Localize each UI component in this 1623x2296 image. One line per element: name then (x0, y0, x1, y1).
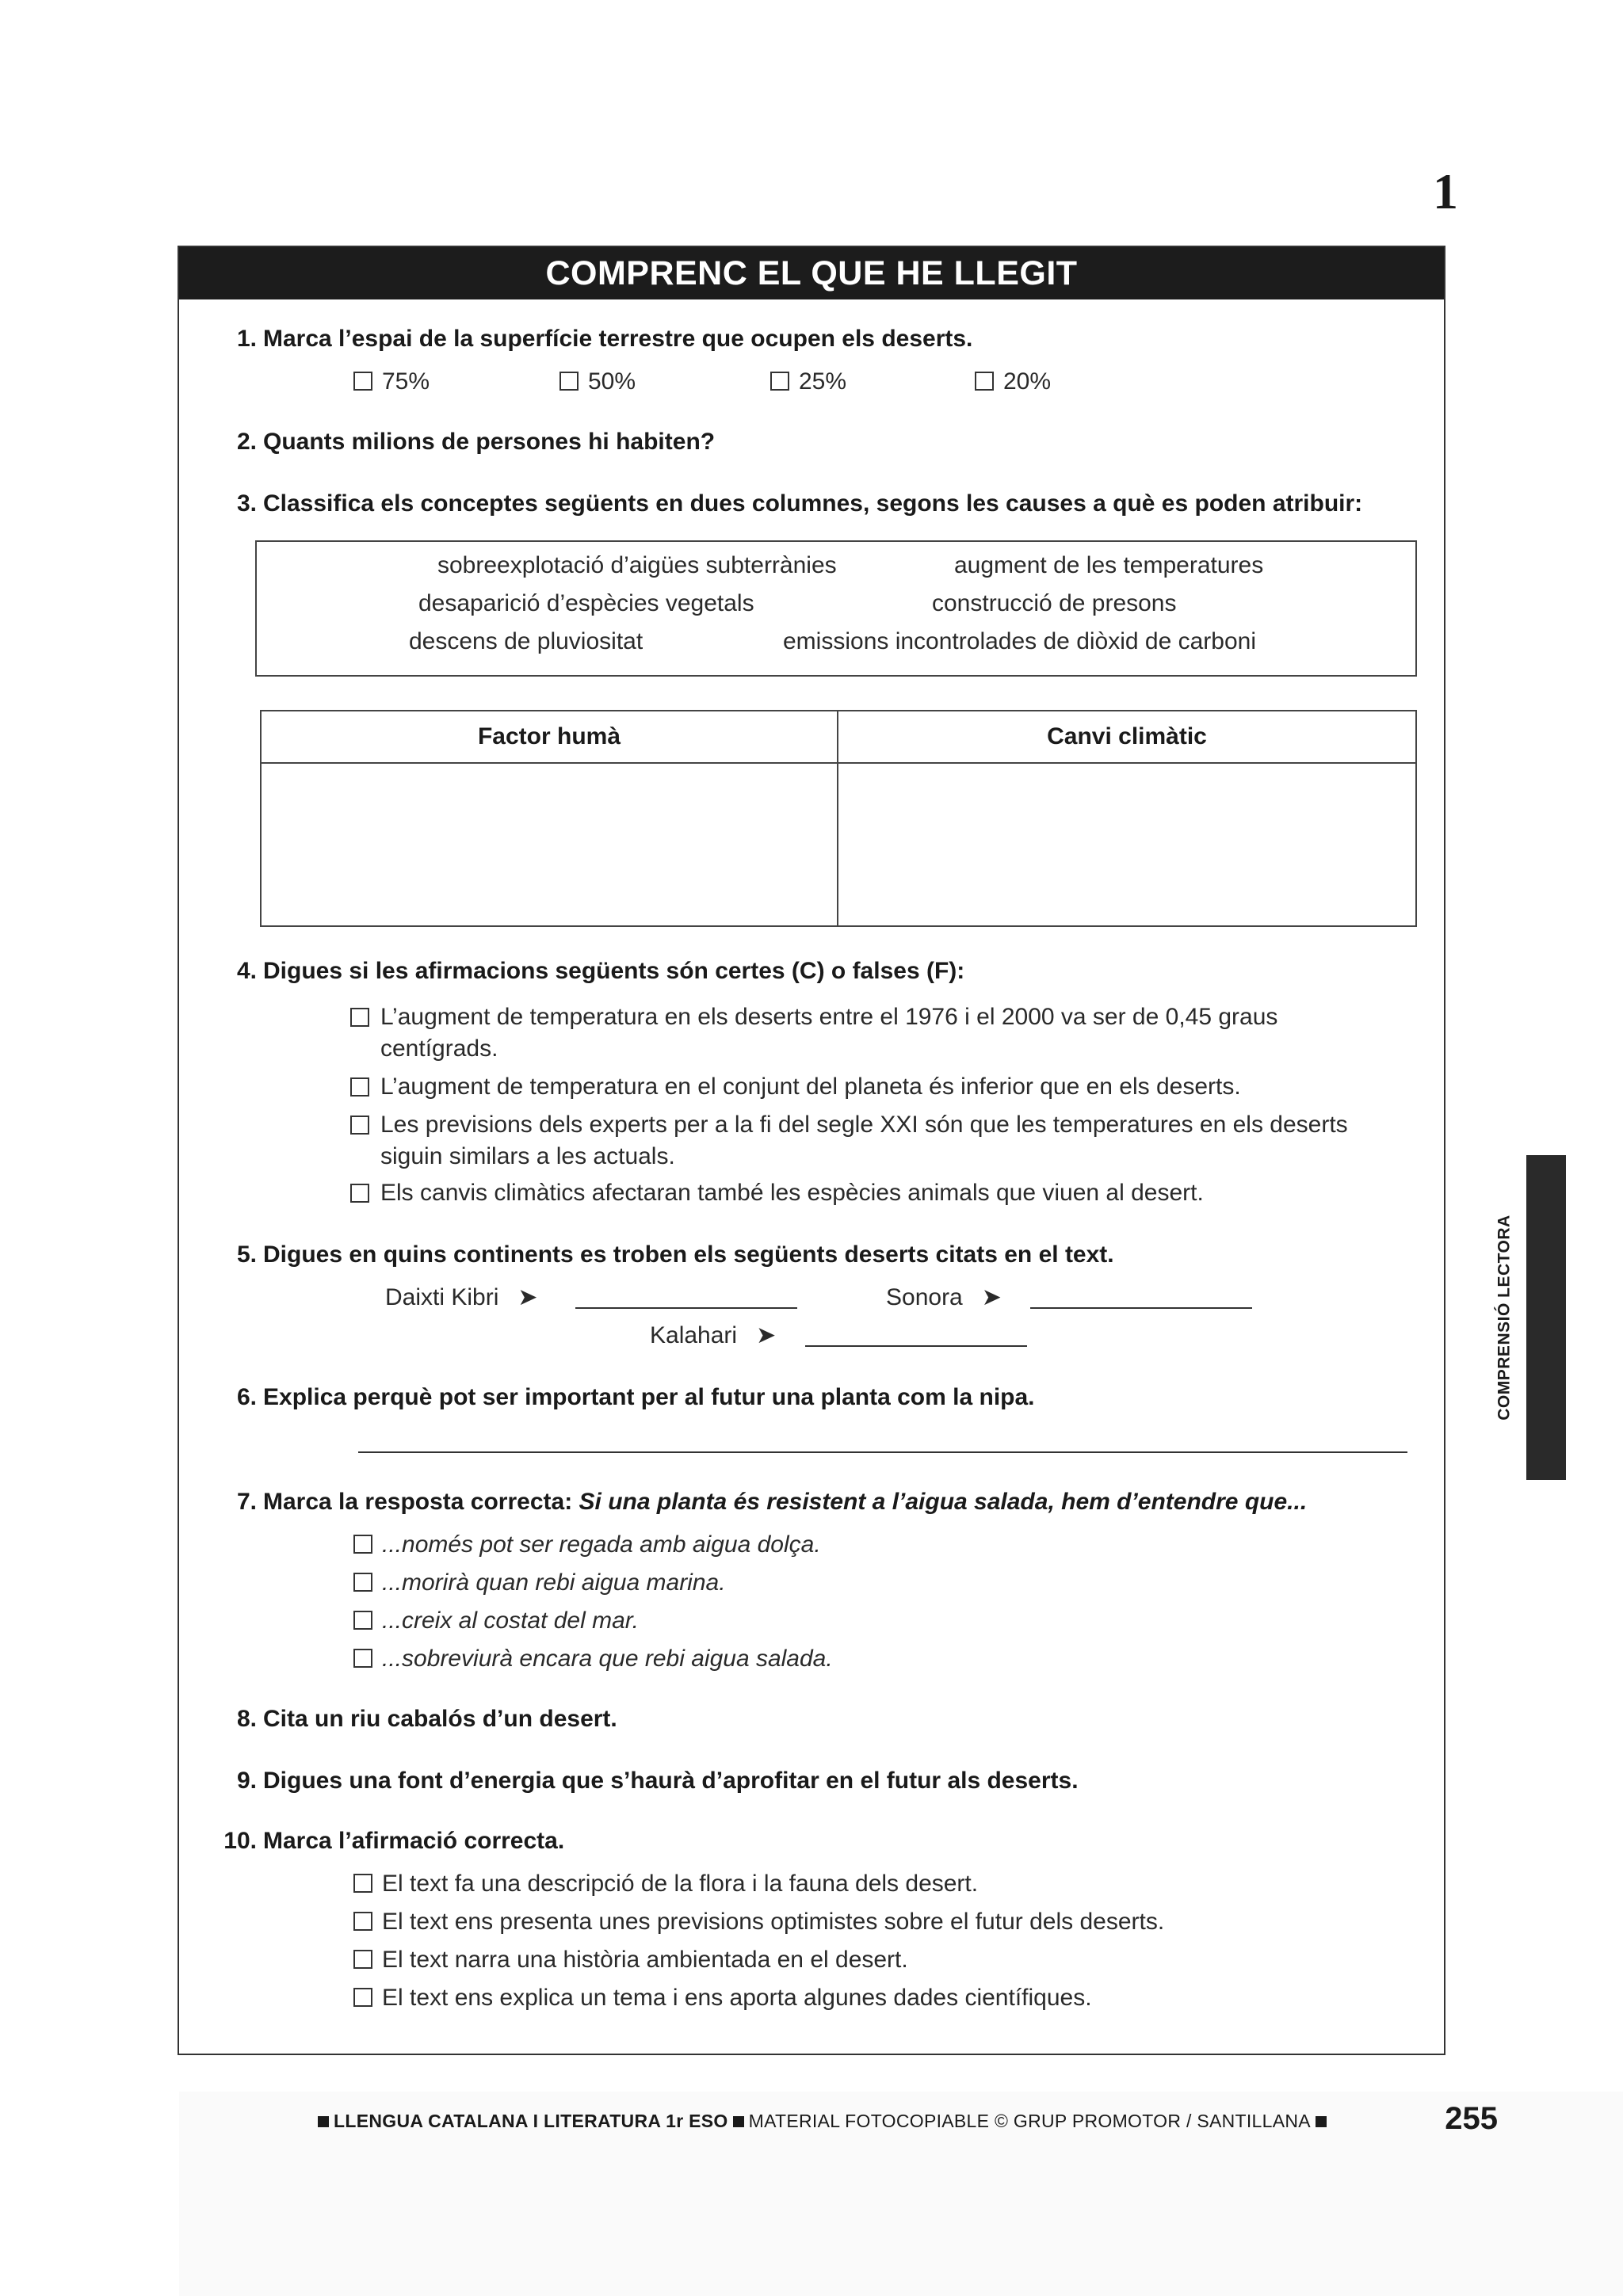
checkbox[interactable] (350, 1008, 369, 1027)
answer-line-daixti-kibri[interactable] (575, 1307, 797, 1309)
arrow-icon: ➤ (981, 1284, 1002, 1310)
checkbox[interactable] (353, 1535, 372, 1554)
q1-option-75[interactable]: 75% (353, 366, 430, 398)
checkbox[interactable] (559, 372, 579, 391)
checkbox[interactable] (770, 372, 789, 391)
question-2: 2. Quants milions de persones hi habiten? (236, 429, 716, 455)
q7-option[interactable]: ...només pot ser regada amb aigua dolça. (353, 1529, 821, 1561)
answer-line-q6[interactable] (358, 1451, 1407, 1453)
q1-option-25[interactable]: 25% (770, 366, 846, 398)
desert-sonora: Sonora ➤ (886, 1282, 1030, 1314)
question-8: 8. Cita un riu cabalós d’un desert. (236, 1706, 617, 1732)
q1-option-20[interactable]: 20% (975, 366, 1051, 398)
checkbox[interactable] (353, 1988, 372, 2007)
concept-item: augment de les temperatures (954, 552, 1264, 578)
q4-statement[interactable]: Les previsions dels experts per a la fi del segle XXI són que les temperatures en els deserts siguin similars a les actuals. (350, 1109, 1381, 1173)
concept-item: descens de pluviositat (409, 628, 643, 654)
checkbox[interactable] (353, 1874, 372, 1893)
checkbox[interactable] (975, 372, 994, 391)
q10-option[interactable]: El text narra una història ambientada en el desert. (353, 1944, 908, 1976)
q7-option[interactable]: ...sobreviurà encara que rebi aigua salada. (353, 1643, 833, 1675)
question-5: 5. Digues en quins continents es troben els següents deserts citats en el text. (236, 1241, 1114, 1268)
checkbox[interactable] (353, 1950, 372, 1969)
checkbox[interactable] (350, 1184, 369, 1203)
square-bullet-icon (733, 2116, 744, 2127)
page-number: 255 (1445, 2101, 1498, 2136)
concept-item: desaparició d’espècies vegetals (418, 590, 754, 616)
q4-statement[interactable]: Els canvis climàtics afectaran també les espècies animals que viuen al desert. (350, 1177, 1381, 1209)
answer-cell-human-factor[interactable] (262, 764, 838, 925)
checkbox[interactable] (353, 1611, 372, 1630)
question-10: 10. Marca l’afirmació correcta. (223, 1828, 565, 1854)
question-4: 4. Digues si les afirmacions següents són certes (C) o falses (F): (236, 958, 965, 984)
q10-option[interactable]: El text fa una descripció de la flora i la fauna dels desert. (353, 1868, 978, 1900)
side-section-label: COMPRENSIÓ LECTORA (1495, 1215, 1514, 1421)
q4-statement[interactable]: L’augment de temperatura en el conjunt del planeta és inferior que en els deserts. (350, 1071, 1381, 1103)
exercise-frame (178, 246, 1445, 2055)
q7-option[interactable]: ...creix al costat del mar. (353, 1605, 639, 1637)
question-7: 7. Marca la resposta correcta: Si una planta és resistent a l’aigua salada, hem d’entendre que... (236, 1489, 1308, 1515)
checkbox[interactable] (353, 1573, 372, 1592)
square-bullet-icon (318, 2116, 329, 2127)
q10-option[interactable]: El text ens presenta unes previsions optimistes sobre el futur dels deserts. (353, 1906, 1164, 1938)
q4-statement[interactable]: L’augment de temperatura en els deserts entre el 1976 i el 2000 va ser de 0,45 graus centígrads. (350, 1001, 1381, 1065)
square-bullet-icon (1316, 2116, 1327, 2127)
question-3: 3. Classifica els conceptes següents en dues columnes, segons les causes a què es poden atribuir: (236, 490, 1363, 517)
section-title: COMPRENC EL QUE HE LLEGIT (179, 247, 1444, 299)
arrow-icon: ➤ (517, 1284, 538, 1310)
arrow-icon: ➤ (756, 1322, 777, 1348)
checkbox[interactable] (353, 372, 372, 391)
answer-line-kalahari[interactable] (805, 1345, 1027, 1347)
column-header-climate-change: Canvi climàtic (838, 711, 1415, 764)
footer-credits: LLENGUA CATALANA I LITERATURA 1r ESO MATERIAL FOTOCOPIABLE © GRUP PROMOTOR / SANTILLANA (313, 2111, 1331, 2132)
question-1: 1. Marca l’espai de la superfície terrestre que ocupen els deserts. (236, 326, 973, 352)
desert-kalahari: Kalahari ➤ (650, 1320, 804, 1352)
classification-table (260, 710, 1417, 927)
side-tab-marker (1526, 1155, 1566, 1480)
question-6: 6. Explica perquè pot ser important per al futur una planta com la nipa. (236, 1384, 1035, 1410)
question-9: 9. Digues una font d’energia que s’haurà d’aprofitar en el futur als deserts. (236, 1768, 1079, 1794)
checkbox[interactable] (350, 1116, 369, 1135)
concept-item: sobreexplotació d’aigües subterrànies (437, 552, 837, 578)
q1-option-50[interactable]: 50% (559, 366, 636, 398)
concept-item: emissions incontrolades de diòxid de carboni (783, 628, 1257, 654)
concepts-box (255, 540, 1417, 677)
checkbox[interactable] (353, 1649, 372, 1668)
q10-option[interactable]: El text ens explica un tema i ens aporta algunes dades científiques. (353, 1982, 1092, 2014)
checkbox[interactable] (350, 1077, 369, 1097)
checkbox[interactable] (353, 1912, 372, 1931)
q7-option[interactable]: ...morirà quan rebi aigua marina. (353, 1567, 726, 1599)
answer-cell-climate-change[interactable] (838, 764, 1415, 925)
desert-daixti-kibri: Daixti Kibri ➤ (385, 1282, 567, 1314)
concept-item: construcció de presons (932, 590, 1177, 616)
answer-line-sonora[interactable] (1030, 1307, 1252, 1309)
column-header-human-factor: Factor humà (262, 711, 838, 764)
unit-number: 1 (1433, 163, 1458, 219)
